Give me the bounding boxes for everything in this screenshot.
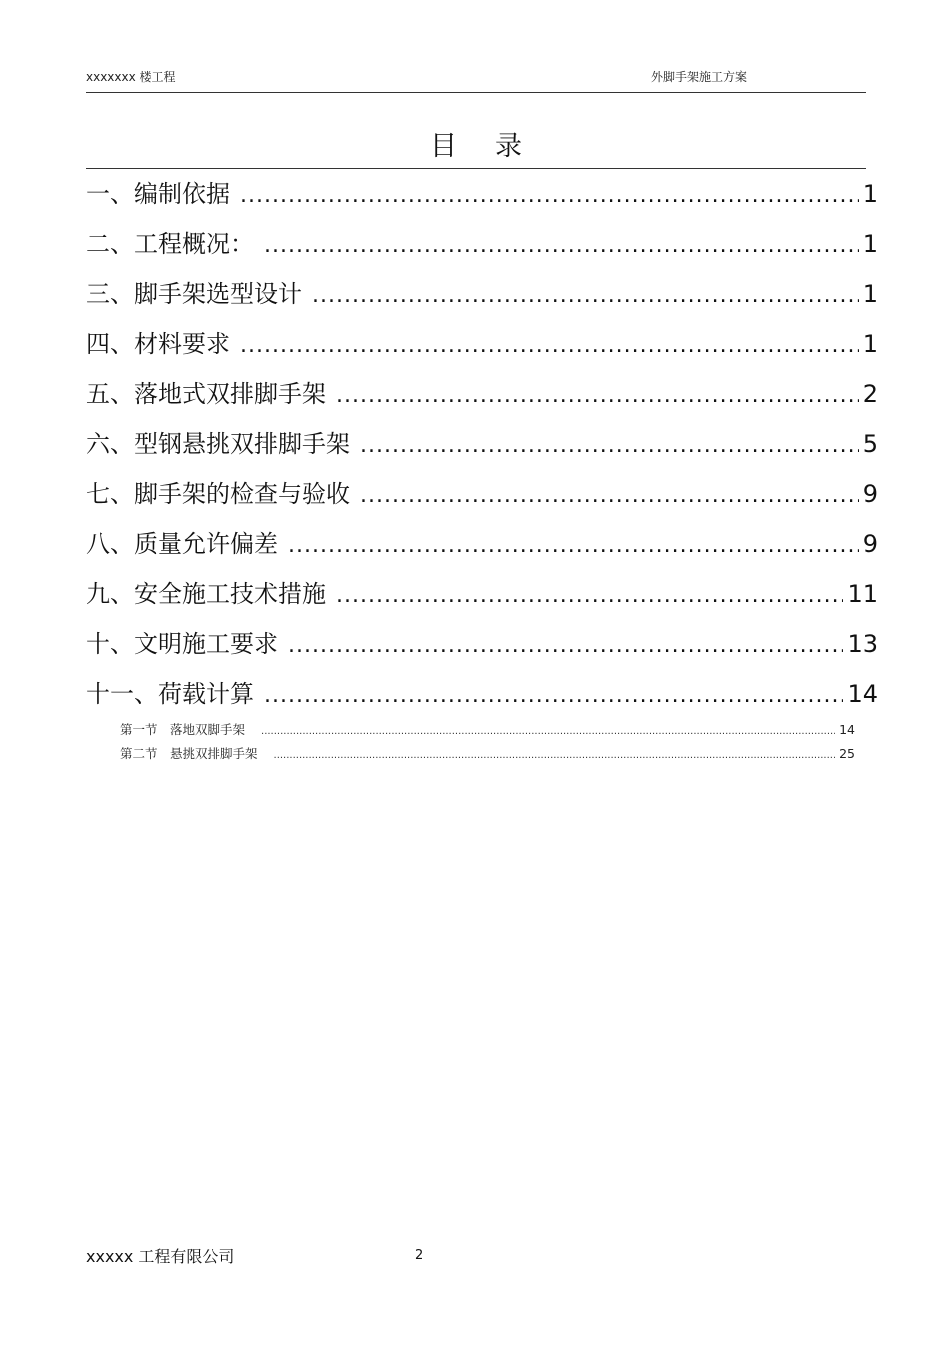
toc-subentry[interactable] bbox=[120, 742, 855, 766]
toc-entry[interactable] bbox=[86, 322, 878, 372]
toc-subentry-label: 第二节 悬挑双排脚手架 bbox=[120, 746, 258, 761]
toc-leader-dots bbox=[288, 524, 859, 568]
footer-company: xxxxx 工程有限公司 bbox=[86, 1247, 235, 1266]
toc-subentry-page: 25 bbox=[839, 746, 855, 761]
toc-leader-dots bbox=[264, 674, 843, 718]
title-divider bbox=[86, 168, 866, 169]
toc-subsections bbox=[120, 718, 855, 766]
toc-leader-dots bbox=[336, 574, 843, 618]
header-project-name: xxxxxxx 楼工程 bbox=[86, 70, 176, 84]
footer-page-number: 2 bbox=[415, 1248, 424, 1263]
toc-entry-label: 十、文明施工要求 bbox=[86, 630, 278, 658]
toc-entry-label: 五、落地式双排脚手架 bbox=[86, 380, 326, 408]
toc-entry-label: 八、质量允许偏差 bbox=[86, 530, 278, 558]
toc-leader-dots bbox=[261, 720, 835, 744]
toc-leader-dots bbox=[288, 624, 843, 668]
toc-leader-dots bbox=[274, 744, 836, 768]
toc-entry-label: 十一、荷载计算 bbox=[86, 680, 254, 708]
toc-entry-page: 9 bbox=[862, 480, 878, 508]
toc-entry-label: 二、工程概况： bbox=[86, 230, 254, 258]
toc-entry-label: 六、型钢悬挑双排脚手架 bbox=[86, 430, 350, 458]
toc-entry-label: 三、脚手架选型设计 bbox=[86, 280, 302, 308]
toc-entry-page: 1 bbox=[862, 280, 878, 308]
toc-entry[interactable] bbox=[86, 522, 878, 572]
toc-subentry-page: 14 bbox=[839, 722, 855, 737]
toc-leader-dots bbox=[264, 224, 859, 268]
toc-entry-page: 14 bbox=[847, 680, 878, 708]
toc-leader-dots bbox=[360, 424, 859, 468]
toc-entry[interactable] bbox=[86, 422, 878, 472]
toc-entry-label: 一、编制依据 bbox=[86, 180, 230, 208]
toc-entry-page: 2 bbox=[862, 380, 878, 408]
toc-entry-page: 5 bbox=[862, 430, 878, 458]
toc-entry-page: 1 bbox=[862, 230, 878, 258]
toc-entry-label: 四、材料要求 bbox=[86, 330, 230, 358]
toc-leader-dots bbox=[360, 474, 859, 518]
toc-entry-page: 13 bbox=[847, 630, 878, 658]
toc-entry-label: 九、安全施工技术措施 bbox=[86, 580, 326, 608]
table-of-contents bbox=[86, 172, 878, 722]
toc-entry-page: 11 bbox=[847, 580, 878, 608]
toc-entry[interactable] bbox=[86, 222, 878, 272]
toc-leader-dots bbox=[312, 274, 859, 318]
toc-entry-page: 1 bbox=[862, 330, 878, 358]
toc-entry[interactable] bbox=[86, 172, 878, 222]
toc-entry[interactable] bbox=[86, 372, 878, 422]
toc-entry[interactable] bbox=[86, 622, 878, 672]
toc-entry[interactable] bbox=[86, 472, 878, 522]
toc-entry[interactable] bbox=[86, 272, 878, 322]
toc-entry-page: 1 bbox=[862, 180, 878, 208]
toc-leader-dots bbox=[240, 174, 859, 218]
toc-title: 目录 bbox=[430, 131, 560, 162]
toc-entry-page: 9 bbox=[862, 530, 878, 558]
toc-entry-label: 七、脚手架的检查与验收 bbox=[86, 480, 350, 508]
toc-subentry-label: 第一节 落地双脚手架 bbox=[120, 722, 246, 737]
toc-entry[interactable] bbox=[86, 572, 878, 622]
toc-subentry[interactable] bbox=[120, 718, 855, 742]
header-divider bbox=[86, 92, 866, 93]
toc-leader-dots bbox=[240, 324, 859, 368]
toc-entry[interactable] bbox=[86, 672, 878, 722]
header-document-title: 外脚手架施工方案 bbox=[651, 70, 748, 84]
toc-leader-dots bbox=[336, 374, 859, 418]
